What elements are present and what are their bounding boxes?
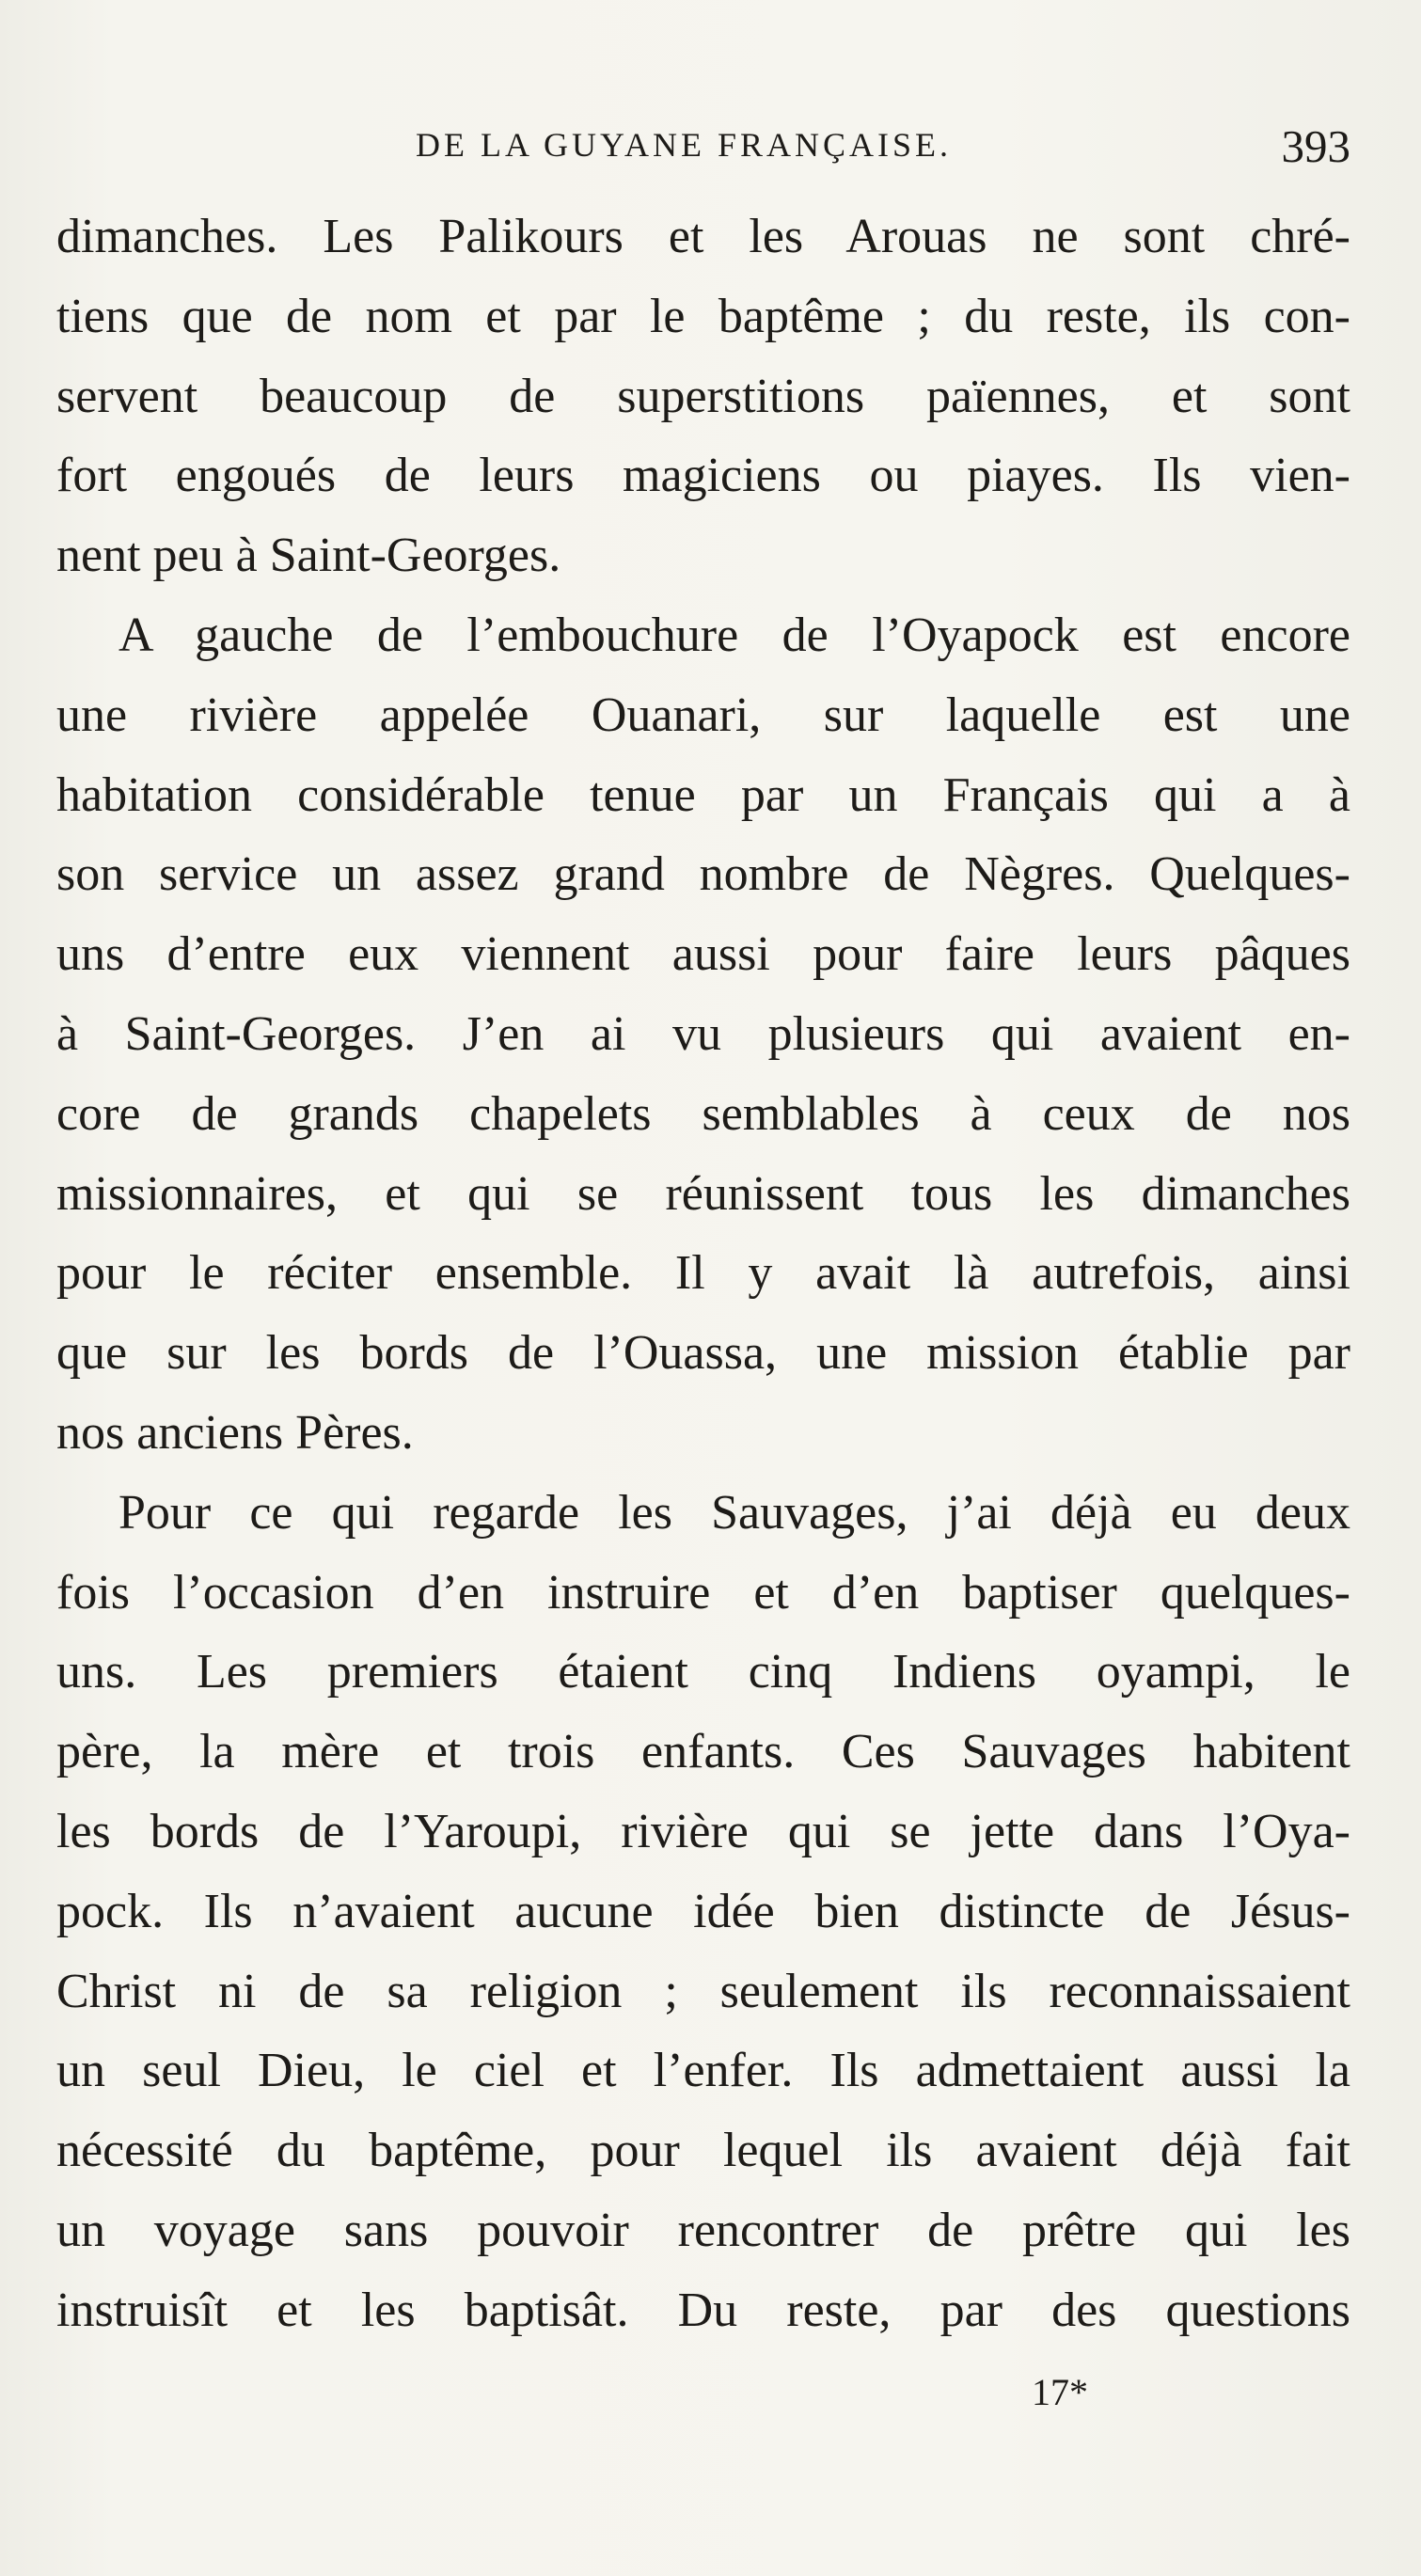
text-line: pock. Ils n’avaient aucune idée bien distincte de Jésus-: [56, 1884, 1350, 1938]
text-line: servent beaucoup de superstitions païennes, et sont: [56, 369, 1350, 423]
text-line: une rivière appelée Ouanari, sur laquelle est une: [56, 687, 1350, 742]
text-line: Christ ni de sa religion ; seulement ils reconnaissaient: [56, 1964, 1350, 2018]
text-line: habitation considérable tenue par un Français qui a à: [56, 767, 1350, 822]
text-line: nécessité du baptême, pour lequel ils avaient déjà fait: [56, 2124, 1350, 2178]
text-line: A gauche de l’embouchure de l’Oyapock est encore: [118, 608, 1350, 662]
text-line: son service un assez grand nombre de Nègres. Quelques-: [56, 847, 1350, 902]
text-line: un seul Dieu, le ciel et l’enfer. Ils admettaient aussi la: [56, 2044, 1350, 2098]
running-head: [56, 120, 1350, 182]
text-line: nos anciens Pères.: [56, 1405, 414, 1460]
text-line: que sur les bords de l’Ouassa, une mission établie par: [56, 1326, 1350, 1381]
text-line: missionnaires, et qui se réunissent tous les dimanches: [56, 1166, 1350, 1221]
page-number: 393: [1281, 120, 1350, 172]
text-line: à Saint-Georges. J’en ai vu plusieurs qui avaient en-: [56, 1006, 1350, 1061]
text-line: uns d’entre eux viennent aussi pour faire leurs pâques: [56, 927, 1350, 982]
running-title: DE LA GUYANE FRANÇAISE.: [416, 126, 953, 164]
text-line: nent peu à Saint-Georges.: [56, 529, 561, 583]
text-line: un voyage sans pouvoir rencontrer de prêtre qui les: [56, 2203, 1350, 2257]
text-line: core de grands chapelets semblables à ceux de nos: [56, 1086, 1350, 1141]
text-line: fois l’occasion d’en instruire et d’en baptiser quelques-: [56, 1565, 1350, 1620]
text-line: uns. Les premiers étaient cinq Indiens oyampi, le: [56, 1645, 1350, 1699]
text-line: pour le réciter ensemble. Il y avait là autrefois, ainsi: [56, 1246, 1350, 1301]
text-line: les bords de l’Yaroupi, rivière qui se jette dans l’Oya-: [56, 1804, 1350, 1858]
body-text: [56, 198, 1350, 2351]
text-line: tiens que de nom et par le baptême ; du reste, ils con-: [56, 289, 1350, 343]
text-line: fort engoués de leurs magiciens ou piayes. Ils vien-: [56, 449, 1350, 503]
text-line: instruisît et les baptisât. Du reste, par des questions: [56, 2283, 1350, 2337]
signature-mark: 17*: [1032, 2371, 1088, 2413]
text-line: Pour ce qui regarde les Sauvages, j’ai déjà eu deux: [118, 1485, 1350, 1540]
text-line: dimanches. Les Palikours et les Arouas ne sont chré-: [56, 210, 1350, 263]
text-line: père, la mère et trois enfants. Ces Sauvages habitent: [56, 1725, 1350, 1779]
